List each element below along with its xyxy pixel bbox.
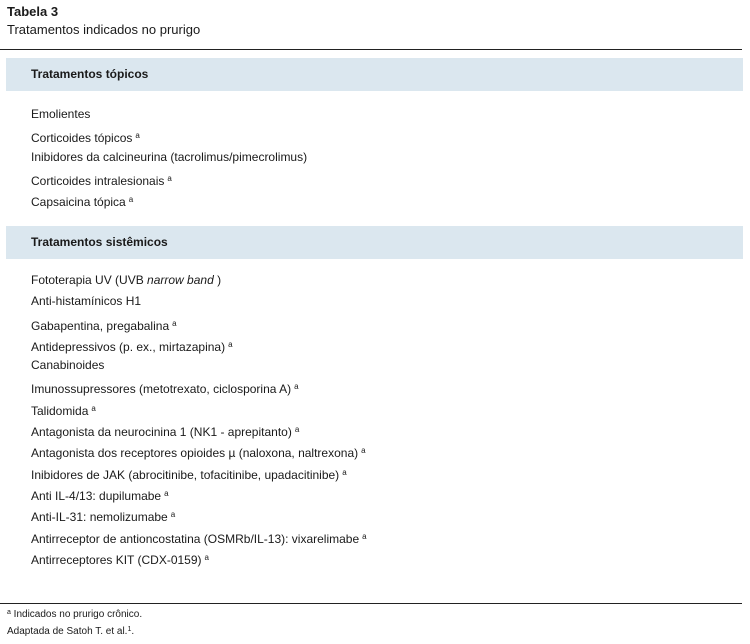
footnote-mark: a <box>91 403 96 413</box>
bottom-rule <box>0 603 742 604</box>
footnote-mark: a <box>361 446 366 456</box>
list-item: Canabinoides <box>31 358 105 373</box>
list-item: Antirreceptor de antioncostatina (OSMRb/IL-13): vixarelimabe $^a$ <box>31 531 367 546</box>
list-item: Gabapentina, pregabalina $^a$ <box>31 318 177 333</box>
footnote-mark: a <box>294 382 299 392</box>
list-item: Capsaicina tópica $^a$ <box>31 195 134 210</box>
systemic-treatments-list <box>31 273 367 571</box>
section-heading: Tratamentos tópicos <box>31 67 149 81</box>
section-heading: Tratamentos sistêmicos <box>31 235 168 249</box>
footnote-mark: a <box>342 467 347 477</box>
footnote-mark: a <box>170 510 176 520</box>
footnote-mark: a <box>164 488 169 498</box>
topical-treatments-list <box>31 107 307 213</box>
footnote-mark: a <box>172 318 177 328</box>
table-title: Tabela 3 <box>7 4 59 19</box>
list-item: Antagonista dos receptores opioides µ (naloxona, naltrexona) $^a$ <box>31 446 366 461</box>
top-rule <box>0 49 742 50</box>
footnote-mark: a <box>204 552 209 562</box>
section-header-systemic <box>6 226 743 259</box>
footnote-mark: a <box>294 425 300 435</box>
list-item: Antirreceptores KIT (CDX-0159) $^a$ <box>31 552 209 567</box>
list-item: Anti-IL-31: nemolizumabe $^a$ <box>31 510 176 525</box>
list-item: Emolientes <box>31 107 91 121</box>
footnote-mark: a <box>228 339 233 349</box>
list-item: Inibidores da calcineurina (tacrolimus/pimecrolimus) <box>31 149 308 164</box>
footnote-mark: a <box>128 195 134 205</box>
section-header-topical <box>6 58 743 91</box>
list-item: Corticoides tópicos $^a$ <box>31 131 140 146</box>
list-item: Talidomida $^a$ <box>31 403 96 418</box>
footnote-mark: a <box>135 131 140 141</box>
list-item: Antagonista da neurocinina 1 (NK1 - aprepitanto) $^a$ <box>31 425 300 440</box>
list-item: Anti-histamínicos H1 <box>31 294 142 309</box>
list-item: Anti IL-4/13: dupilumabe $^a$ <box>31 488 169 503</box>
footnote-mark: a <box>167 173 172 183</box>
footnote: $^a$ Indicados no prurigo crônico. <box>7 609 143 620</box>
list-item: Imunossupressores (metotrexato, ciclosporina A) $^a$ <box>31 382 299 397</box>
list-item: Corticoides intralesionais $^a$ <box>31 173 172 188</box>
list-item: Fototerapia UV (UVB narrow band ) <box>31 273 222 287</box>
table-subtitle: Tratamentos indicados no prurigo <box>7 22 201 37</box>
source-note: Adaptada de Satoh T. et al.$^1$. <box>7 626 135 637</box>
list-item: Antidepressivos (p. ex., mirtazapina) $^a$ <box>31 339 233 354</box>
list-item: Inibidores de JAK (abrocitinibe, tofacitinibe, upadacitinibe) $^a$ <box>31 467 347 482</box>
footnote-mark: a <box>362 531 367 541</box>
